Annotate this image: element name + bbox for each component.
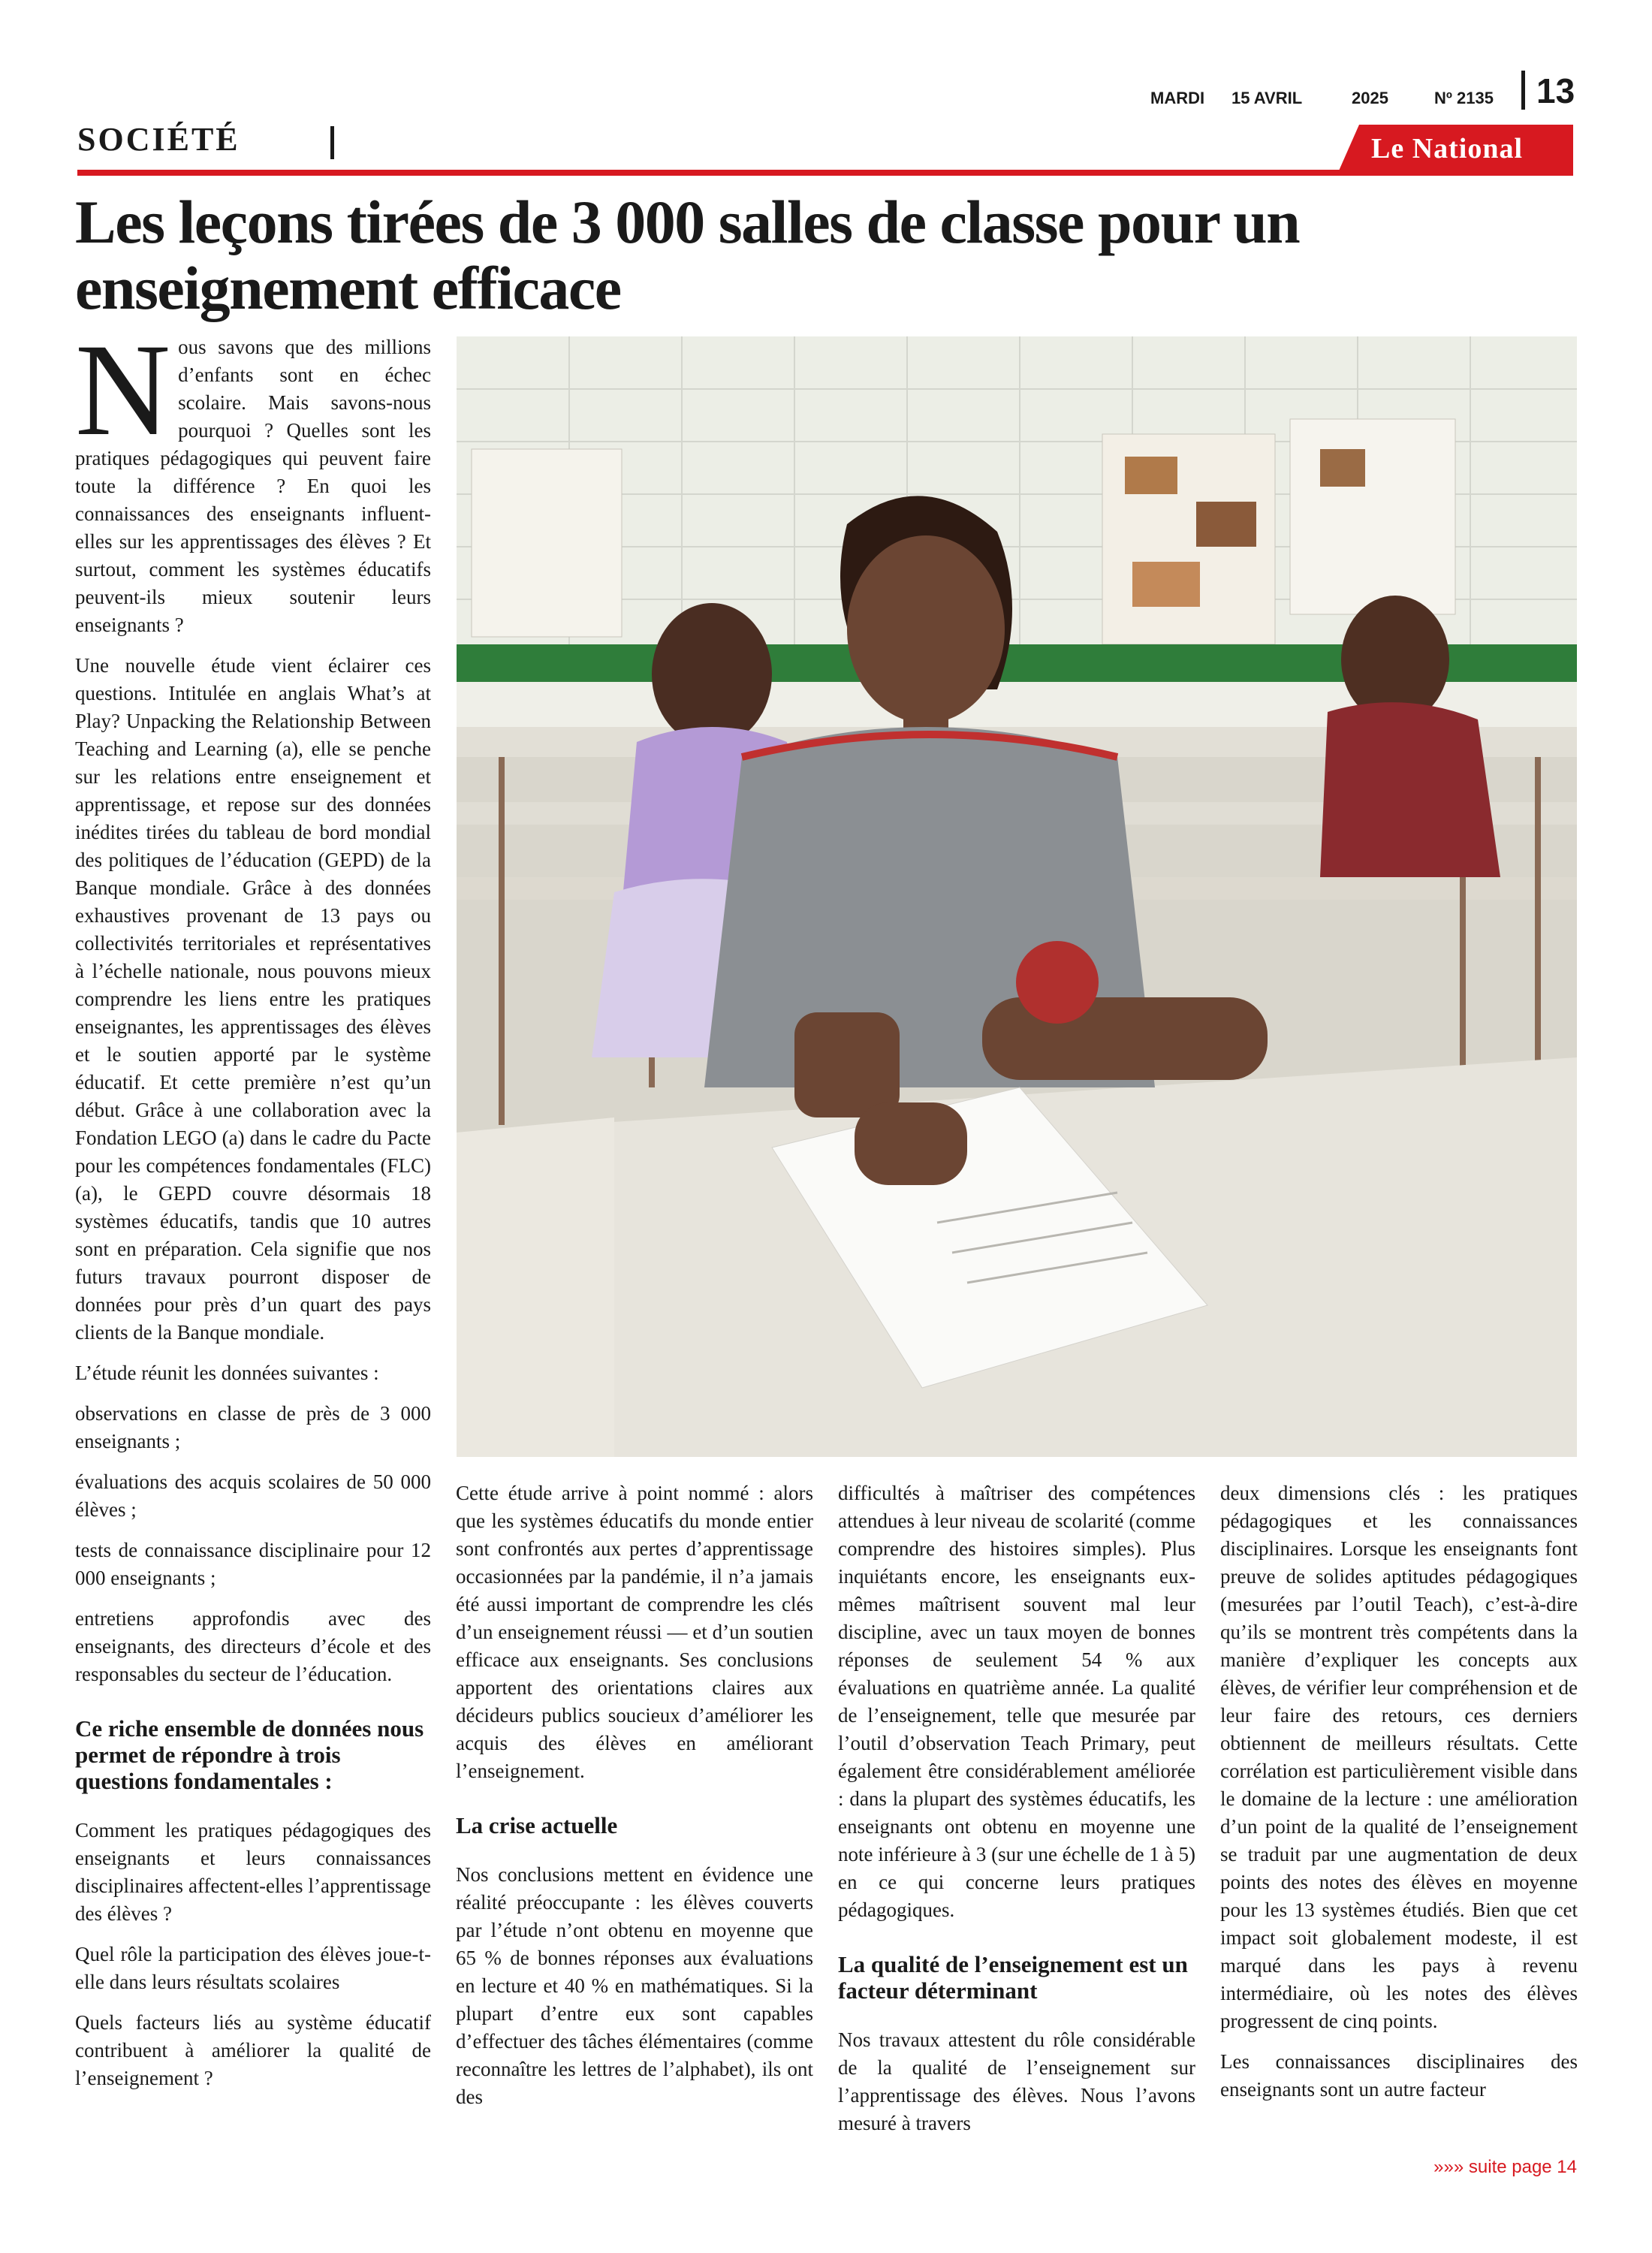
body-paragraph: difficultés à maîtriser des compétences attendues à leur niveau de scolarité (comme comprendre des histoires simples). Plus inquiétants encore, les enseignants eux-mêmes maîtrisent souvent mal leur discipline, avec un taux moyen de bonnes réponses de seulement 54 % aux évaluations en quatrième année. La qualité de l’enseignement, telle que mesurée par l’outil d’observation Teach Primary, peut également être considérablement améliorée : dans la plupart des systèmes éducatifs, les enseignants ont obtenu en moyenne une note inférieure à 3 (sur une échelle de 1 à 5) en ce qui concerne leurs pratiques pédagogiques. [838, 1482, 1195, 1921]
newspaper-name: Le National [1371, 133, 1524, 164]
intro-text: ous savons que des millions d’enfants sont en échec scolaire. Mais savons-nous pourquoi ? Quelles sont les pratiques pédagogiques qui peuvent faire toute la différence ? En quoi les connaissances des enseignants influent-elles sur les apprentissages des élèves ? Et surtout, comment les systèmes éducatifs peuvent-ils mieux soutenir leurs enseignants ? [75, 336, 431, 636]
drop-cap: N [75, 317, 171, 463]
intro-paragraph [75, 317, 431, 639]
article-headline: Les leçons tirées de 3 000 salles de classe pour un enseignement efficace [75, 188, 1300, 322]
date-label: 15 AVRIL [1231, 89, 1303, 107]
section-label: SOCIÉTÉ [77, 121, 240, 158]
classroom-photo [457, 336, 1577, 1457]
list-item: évaluations des acquis scolaires de 50 000 élèves ; [75, 1470, 431, 1521]
body-paragraph: L’étude réunit les données suivantes : [75, 1362, 379, 1384]
subheading: Ce riche ensemble de données nous permet de répondre à trois questions fondamentales : [75, 1715, 424, 1794]
day-label: MARDI [1150, 89, 1205, 107]
subheading: La qualité de l’enseignement est un facteur déterminant [838, 1951, 1188, 2004]
body-paragraph: Nos travaux attestent du rôle considérable de la qualité de l’enseignement sur l’apprentissage des élèves. Nous l’avons mesuré à travers [838, 2028, 1195, 2134]
question-item: Quels facteurs liés au système éducatif contribuent à améliorer la qualité de l’enseignement ? [75, 2011, 431, 2089]
list-item: entretiens approfondis avec des enseignants, des directeurs d’école et des responsables du secteur de l’éducation. [75, 1607, 431, 1685]
article-column-3 [838, 1479, 1195, 2150]
body-paragraph: deux dimensions clés : les pratiques pédagogiques et les connaissances disciplinaires. Lorsque les enseignants font preuve de solides aptitudes pédagogiques (mesurées par l’outil Teach), c’est-à-dire qu’ils se montrent très compétents dans la manière d’expliquer les concepts aux élèves, de vérifier leur compréhension et de leur faire des retours, ces derniers obtiennent de meilleurs résultats. Cette corrélation est particulièrement visible dans le domaine de la lecture : une amélioration d’un point de la qualité de l’enseignement se traduit par une augmentation de deux points des notes des élèves en moyenne pour les 13 systèmes étudiés. Bien que cet impact soit globalement modeste, il est marqué dans les pays à revenu intermédiaire, où les notes des élèves progressent de cinq points. [1220, 1482, 1578, 2032]
article-column-2 [456, 1479, 813, 2124]
section-divider [330, 126, 334, 159]
question-item: Quel rôle la participation des élèves joue-t-elle dans leurs résultats scolaires [75, 1943, 431, 1993]
page-number: 13 [1536, 71, 1575, 110]
body-paragraph: Cette étude arrive à point nommé : alors que les systèmes éducatifs du monde entier sont confrontés aux pertes d’apprentissage occasionnées par la pandémie, il n’a jamais été aussi important de comprendre les clés d’un enseignement réussi — et d’un soutien efficace aux enseignants. Ses conclusions apportent des orientations claires aux décideurs publics soucieux d’améliorer les acquis des élèves en améliorant l’enseignement. [456, 1482, 813, 1782]
body-paragraph: Les connaissances disciplinaires des enseignants sont un autre facteur [1220, 2050, 1578, 2101]
year-label: 2025 [1352, 89, 1388, 107]
body-paragraph: Une nouvelle étude vient éclairer ces questions. Intitulée en anglais What’s at Play? Unpacking the Relationship Between Teaching and Learning (a), elle se penche sur les relations entre enseignement et apprentissage, et repose sur des données inédites tirées du tableau de bord mondial des politiques de l’éducation (GEPD) de la Banque mondiale. Grâce à des données exhaustives provenant de 13 pays ou collectivités territoriales et représentatives à l’échelle nationale, nous pouvons mieux comprendre les liens entre les pratiques enseignantes, les apprentissages des élèves et le soutien apporté par le système éducatif. Et cette première n’est qu’un début. Grâce à une collaboration avec la Fondation LEGO (a) dans le cadre du Pacte pour les compétences fondamentales (FLC) (a), le GEPD couvre désormais 18 systèmes éducatifs, tandis que 10 autres sont en préparation. Cela signifie que nos futurs travaux pourront disposer de données pour près d’un quart des pays clients de la Banque mondiale. [75, 654, 431, 1344]
article-column-1 [75, 317, 431, 2105]
page-number-divider [1521, 71, 1525, 110]
question-item: Comment les pratiques pédagogiques des enseignants et leurs connaissances disciplinaires affectent-elles l’apprentissage des élèves ? [75, 1819, 431, 1925]
list-item: observations en classe de près de 3 000 enseignants ; [75, 1402, 431, 1452]
continued-link[interactable]: »»» suite page 14 [1433, 2157, 1577, 2177]
body-paragraph: Nos conclusions mettent en évidence une réalité préoccupante : les élèves couverts par l’étude n’ont obtenu en moyenne que 65 % de bonnes réponses aux évaluations en lecture et 40 % en mathématiques. Si la plupart d’entre eux sont capables d’effectuer des tâches élémentaires (comme reconnaître les lettres de l’alphabet), ils ont des [456, 1863, 813, 2108]
article-column-4 [1220, 1479, 1578, 2116]
issue-number: Nº 2135 [1434, 89, 1494, 107]
list-item: tests de connaissance disciplinaire pour 12 000 enseignants ; [75, 1539, 431, 1589]
subheading: La crise actuelle [456, 1812, 618, 1838]
